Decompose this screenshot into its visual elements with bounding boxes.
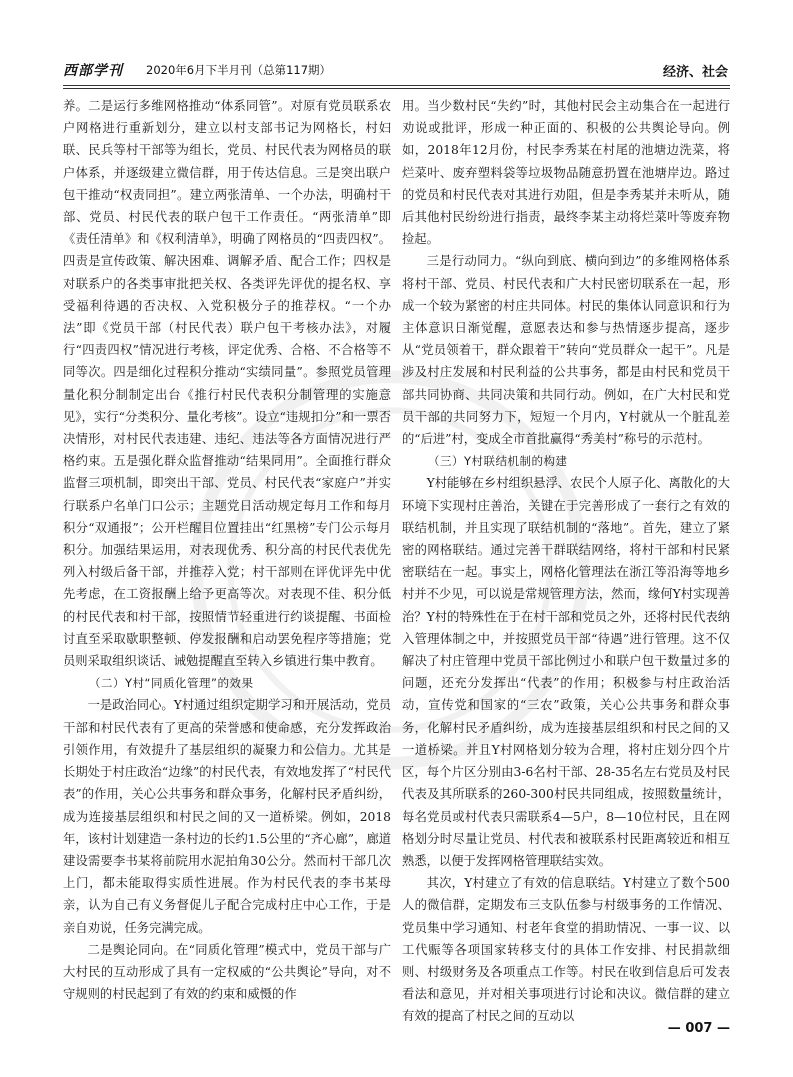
section-tag: 经济、社会	[662, 65, 728, 80]
paragraph: Y村能够在乡村组织悬浮、农民个人原子化、离散化的大环境下实现村庄善治，关键在于完善形成了一套行之有效的联结机制，并且实现了联结机制的“落地”。首先，建立了紧密的网格联结。通过完善干群联结网络，将村干部和村民紧密联结在一起。事实上，网格化管理法在浙江等沿海等地乡村并不少见，可以说是常规管理方法，然而，缘何Y村实现善治？Y村的特殊性在于在村干部和党员之外，还将村民代表纳入管理体制之中，并按照党员干部“待遇”进行管理。这不仅解决了村庄管理中党员干部比例过小和联户包干数量过多的问题，还充分发挥出“代表”的作用；积极参与村庄政治活动，宣传党和国家的“三农”政策，关心公共事务和群众事务，化解村民矛盾纠纷，成为连接基层组织和村民之间的又一道桥梁。并且Y村网格划分较为合理，将村庄划分四个片区，每个片区分别由3-6名村干部、28-35名左右党员及村民代表及其所联系的260-300村民共同组成，按照数量统计，每名党员或村代表只需联系4—5户，8—10位村民，且在网格划分时尽量让党员、村代表和被联系村民距离较近和相互熟悉，以便于发挥网格管理联结实效。	[402, 476, 730, 868]
header-rule	[63, 85, 730, 86]
page-number: — 007 —	[667, 1021, 730, 1036]
right-column	[402, 95, 730, 1028]
issue-info: 2020年6月下半月刊（总第117期）	[146, 63, 332, 77]
paragraph: 用。当少数村民“失约”时，其他村民会主动集合在一起进行劝说或批评，形成一种正面的、积极的公共舆论导向。例如，2018年12月份，村民李秀某在村尾的池塘边洗菜，将烂菜叶、废弃塑料袋等垃圾物品随意扔置在池塘岸边。路过的党员和村民代表对其进行劝阻，但是李秀某并未听从，随后其他村民纷纷进行指责，最终李某主动将烂菜叶等废弃物捡起。	[402, 99, 730, 247]
section-heading: （三）Y村联结机制的构建	[428, 454, 568, 469]
paragraph: 一是政治同心。Y村通过组织定期学习和开展活动，党员干部和村民代表有了更高的荣誉感和使命感，充分发挥政治引领作用，有效提升了基层组织的凝聚力和公信力。尤其是长期处于村庄政治“边缘”的村民代表，有效地发挥了“村民代表”的作用，关心公共事务和群众事务，化解村民矛盾纠纷，成为连接基层组织和村民之间的又一道桥梁。例如，2018年，该村计划建造一条村边的长约1.5公里的“齐心廊”，廊道建设需要李书某将前院用水泥拍角30公分。然而村干部几次上门，都未能取得实质性进展。作为村民代表的李书某母亲，认为自己有义务督促儿子配合完成村庄中心工作，于是亲自劝说，任务完满完成。	[63, 698, 391, 935]
paragraph: 养。二是运行多维网格推动“体系同管”。对原有党员联系农户网格进行重新划分，建立以村支部书记为网格长，村妇联、民兵等村干部等为组长，党员、村民代表为网格员的联户体系，并逐级建立微信群，用于传达信息。三是突出联户包干推动“权责同担”。建立两张清单、一个办法，明确村干部、党员、村民代表的联户包干工作责任。“两张清单”即《责任清单》和《权利清单》，明确了网格员的“四责四权”。四责是宣传政策、解决困难、调解矛盾、配合工作；四权是对联系户的各类事审批把关权、各类评先评优的提名权、享受福利待遇的否决权、入党积极分子的推荐权。“一个办法”即《党员干部（村民代表）联户包干考核办法》，对履行“四责四权”情况进行考核，评定优秀、合格、不合格等不同等次。四是细化过程积分推动“实绩同量”。参照党员管理量化积分制制定出台《推行村民代表积分制管理的实施意见》，实行“分类积分、量化考核”。设立“违规扣分”和一票否决情形，对村民代表违建、违纪、违法等各方面情况进行严格约束。五是强化群众监督推动“结果同用”。全面推行群众监督三项机制，即突出干部、党员、村民代表“家庭户”并实行联系户名单门口公示；主题党日活动规定每月工作和每月积分“双通报”；公开栏醒目位置挂出“红黑榜”专门公示每月积分。加强结果运用，对表现优秀、积分高的村民代表优先列入村级后备干部，并推荐入党；村干部则在评优评先中优先考虑，在工资报酬上给予更高等次。对表现不佳、积分低的村民代表和村干部，按照情节轻重进行约谈提醒、书面检讨直至采取歇职整顿、停发报酬和启动罢免程序等措施；党员则采取组织谈话、诫勉提醒直至转入乡镇进行集中教育。	[63, 99, 391, 669]
paragraph: 其次，Y村建立了有效的信息联结。Y村建立了数个500人的微信群，定期发布三支队伍参与村级事务的工作情况、党员集中学习通知、村老年食堂的捐助情况、一事一议、以工代赈等各项国家转移支付的具体工作安排、村民捐款细则、村级财务及各项重点工作等。村民在收到信息后可发表看法和意见，并对相关事项进行讨论和决议。微信群的建立有效的提高了村民之间的互动以	[402, 876, 730, 1024]
header-rule-thin	[63, 88, 730, 89]
paragraph: 二是舆论同向。在“同质化管理”模式中，党员干部与广大村民的互动形成了具有一定权威的“公共舆论”导向，对不守规则的村民起到了有效的约束和威慑的作	[63, 942, 391, 1002]
paragraph: 三是行动同力。“纵向到底、横向到边”的多维网格体系将村干部、党员、村民代表和广大村民密切联系在一起，形成一个较为紧密的村庄共同体。村民的集体认同意识和行为主体意识日渐觉醒，意愿表达和参与热情逐步提高，逐步从“党员领着干，群众跟着干”转向“党员群众一起干”。凡是涉及村庄发展和村民利益的公共事务，都是由村民和党员干部共同协商、共同决策和共同行动。例如，在广大村民和党员干部的共同努力下，短短一个月内，Y村就从一个脏乱差的“后进”村，变成全市首批赢得“秀美村”称号的示范村。	[402, 254, 730, 447]
left-column	[63, 95, 391, 1005]
journal-logo: 西部学刊	[63, 63, 123, 79]
running-header	[63, 58, 730, 84]
section-heading: （二）Y村“同质化管理”的效果	[89, 676, 254, 691]
